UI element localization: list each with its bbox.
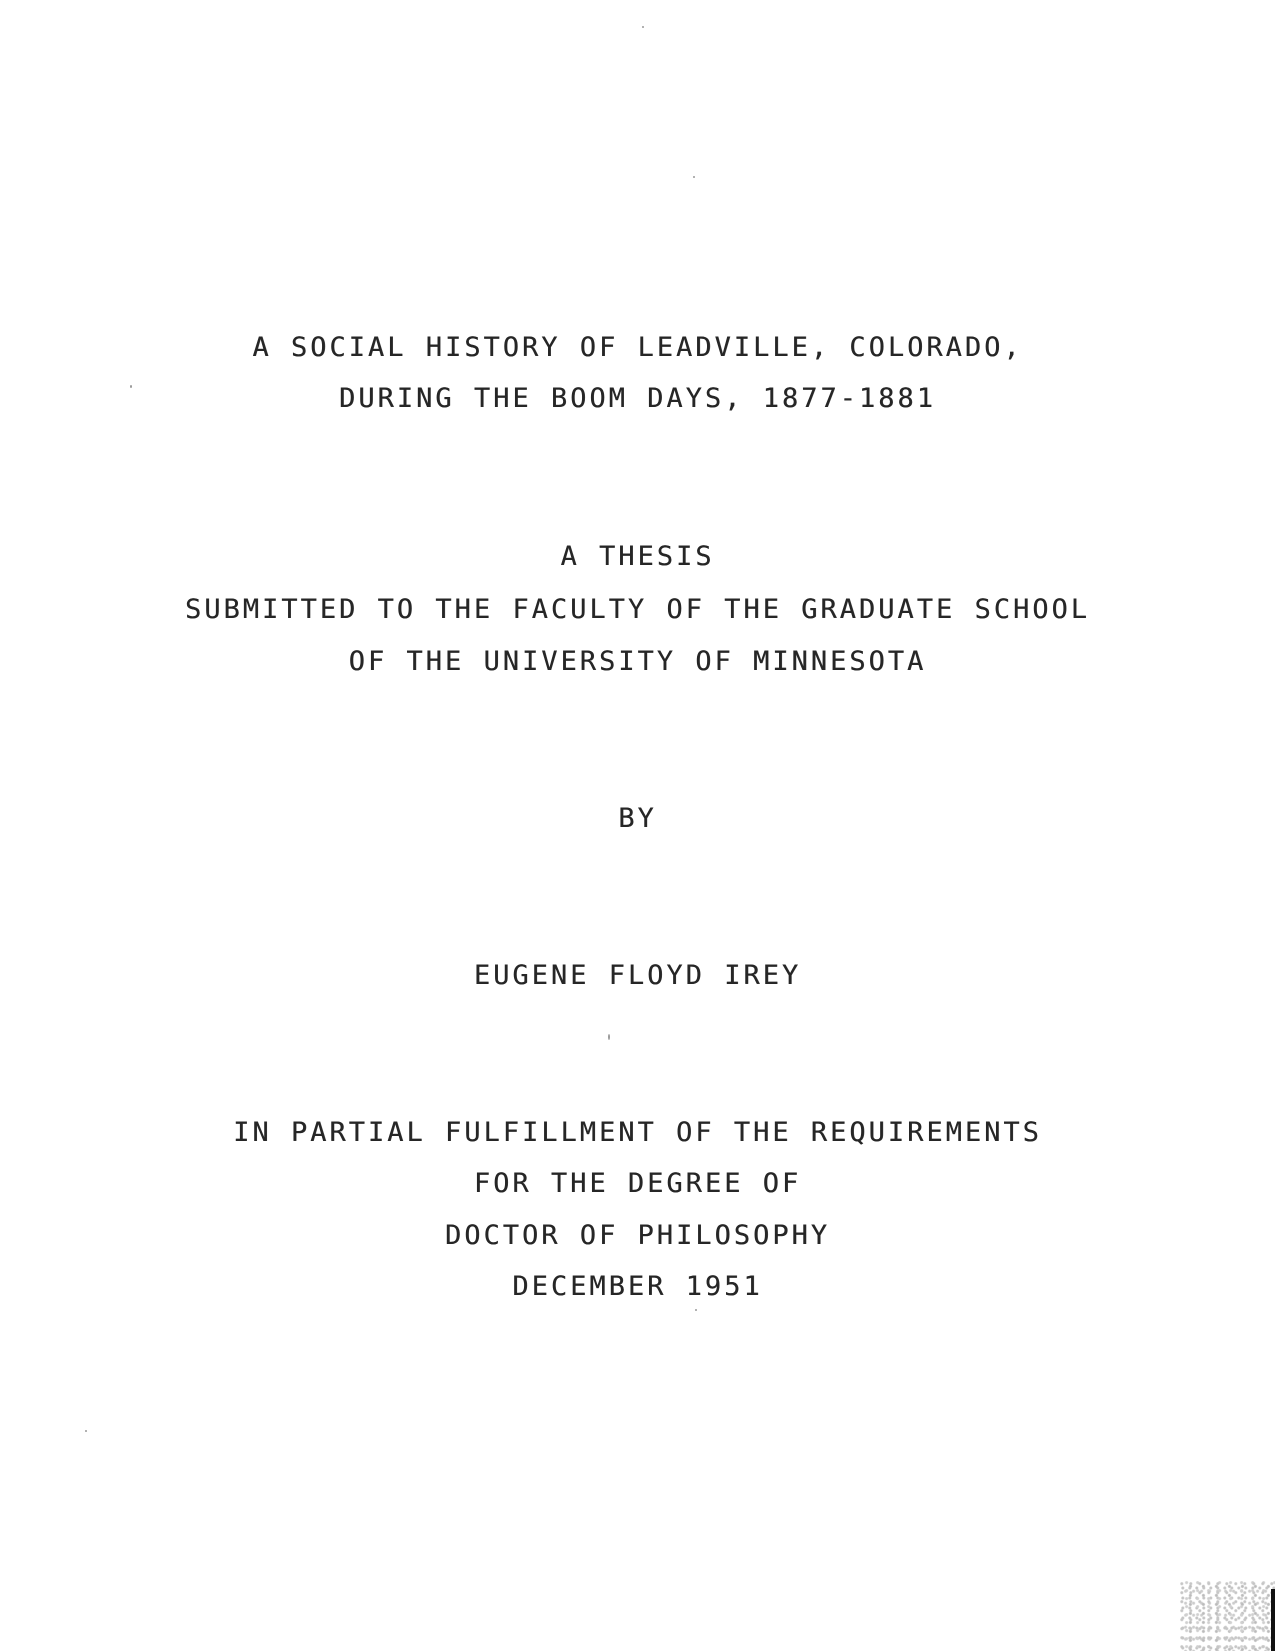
scan-speck <box>130 385 132 388</box>
scan-noise-corner <box>1180 1581 1275 1651</box>
by-line: BY <box>618 803 657 834</box>
scan-speck <box>85 1430 87 1432</box>
submitted-line-2: OF THE UNIVERSITY OF MINNESOTA <box>348 646 927 677</box>
fulfillment-line-2: FOR THE DEGREE OF <box>473 1168 802 1199</box>
scan-edge-mark <box>1271 1589 1275 1651</box>
scan-speck <box>608 1034 610 1040</box>
title-line-2: DURING THE BOOM DAYS, 1877-1881 <box>339 383 936 414</box>
scan-speck <box>695 1309 697 1311</box>
degree-line: DOCTOR OF PHILOSOPHY <box>444 1220 831 1251</box>
scan-speck <box>642 26 644 28</box>
scan-speck <box>693 176 695 178</box>
fulfillment-line-1: IN PARTIAL FULFILLMENT OF THE REQUIREMENTS <box>233 1117 1042 1148</box>
date-line: DECEMBER 1951 <box>512 1271 763 1302</box>
thesis-label: A THESIS <box>560 541 715 572</box>
author-name: EUGENE FLOYD IREY <box>473 960 802 991</box>
title-line-1: A SOCIAL HISTORY OF LEADVILLE, COLORADO, <box>252 332 1023 363</box>
submitted-line-1: SUBMITTED TO THE FACULTY OF THE GRADUATE SCHOOL <box>184 594 1090 625</box>
